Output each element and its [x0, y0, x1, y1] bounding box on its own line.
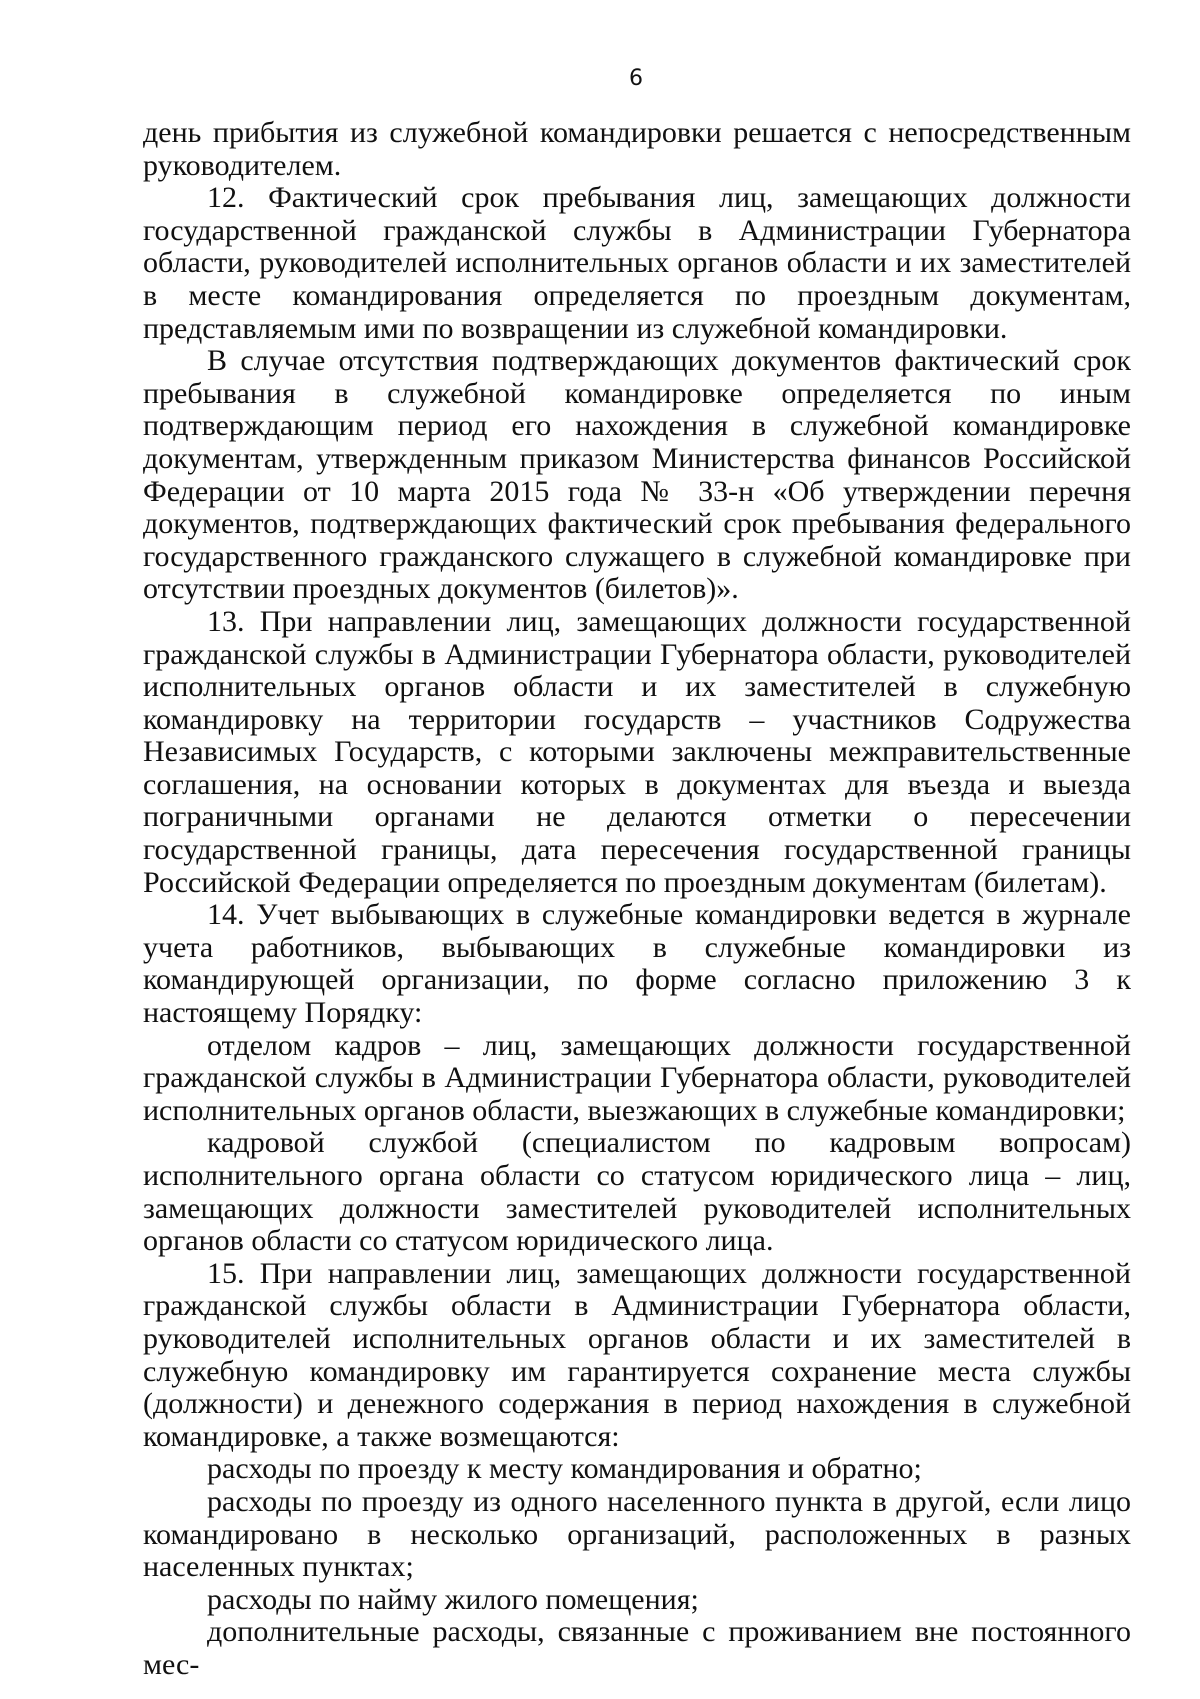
list-item-travel-expenses: расходы по проезду к месту командирования и обратно;	[207, 1452, 922, 1486]
paragraph-item-14: 14. Учет выбывающих в служебные командировки ведется в журнале учета работников, выбывающих в служебные командировки из командирующей организации, по форме согласно приложению 3 к настоящему Порядку:	[143, 898, 1131, 1030]
list-item-additional-expenses: дополнительные расходы, связанные с проживанием вне постоянного мес-	[143, 1615, 1131, 1681]
document-body	[143, 117, 1131, 1682]
paragraph-item-12: 12. Фактический срок пребывания лиц, замещающих должности государственной гражданской службы в Администрации Губернатора области, руководителей исполнительных органов области и их заместителей в месте командирования определяется по проездным документам, представляемым ими по возвращении из служебной командировки.	[143, 181, 1131, 345]
paragraph-continuation: день прибытия из служебной командировки решается с непосредственным руководителем.	[143, 116, 1131, 182]
paragraph-hr-service: кадровой службой (специалистом по кадровым вопросам) исполнительного органа области со статусом юридического лица – лиц, замещающих должности заместителей руководителей исполнительных органов области со статусом юридического лица.	[143, 1126, 1131, 1258]
page-number: 6	[629, 66, 643, 91]
list-item-housing: расходы по найму жилого помещения;	[207, 1582, 699, 1616]
list-item-intercity-travel: расходы по проезду из одного населенного пункта в другой, если лицо командировано в несколько организаций, расположенных в разных населенных пунктах;	[143, 1484, 1131, 1584]
paragraph-item-15: 15. При направлении лиц, замещающих должности государственной гражданской службы области в Администрации Губернатора области, руководителей исполнительных органов области и их заместителей в служебную командировку им гарантируется сохранение места службы (должности) и денежного содержания в период нахождения в служебной командировке, а также возмещаются:	[143, 1256, 1131, 1453]
paragraph-item-13: 13. При направлении лиц, замещающих должности государственной гражданской службы в Администрации Губернатора области, руководителей исполнительных органов области и их заместителей в служебную командировку на территории государств – участников Содружества Независимых Государств, с которыми заключены межправительственные соглашения, на основании которых в документах для въезда и выезда пограничными органами не делаются отметки о пересечении государственной границы, дата пересечения государственной границы Российской Федерации определяется по проездным документам (билетам).	[143, 604, 1131, 899]
paragraph-hr-department: отделом кадров – лиц, замещающих должности государственной гражданской службы в Администрации Губернатора области, руководителей исполнительных органов области, выезжающих в служебные командировки;	[143, 1028, 1131, 1127]
paragraph-absence-of-documents: В случае отсутствия подтверждающих документов фактический срок пребывания в служебной командировке определяется по иным подтверждающим период его нахождения в служебной командировке документам, утвержденным приказом Министерства финансов Российской Федерации от 10 марта 2015 года № 33-н «Об утверждении перечня документов, подтверждающих фактический срок пребывания федерального государственного гражданского служащего в служебной командировке при отсутствии проездных документов (билетов)».	[143, 344, 1131, 606]
